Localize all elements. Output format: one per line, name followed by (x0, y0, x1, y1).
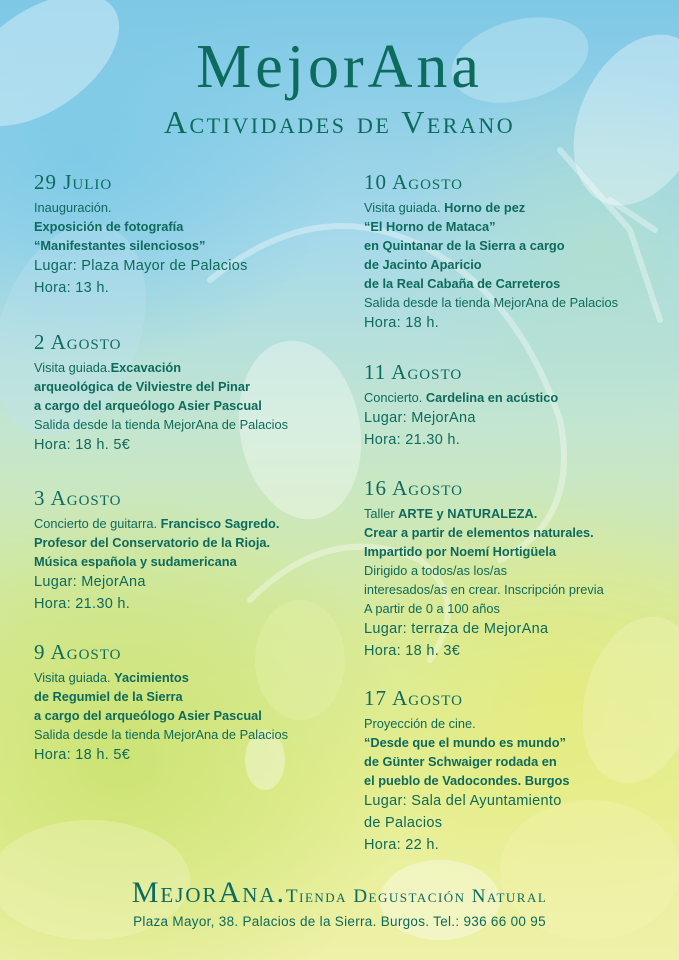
event-line-text: Impartido por Noemí Hortigüela (364, 544, 556, 559)
event-line-text: Música española y sudamericana (34, 554, 237, 569)
event-line (364, 752, 664, 771)
event-date: 2 Agosto (34, 330, 122, 354)
event-block (34, 168, 334, 299)
event-line-highlight: ARTE y NATURALEZA. (398, 506, 538, 521)
event-line (34, 668, 334, 687)
event-line (34, 255, 334, 277)
event-line (34, 377, 334, 396)
event-line (364, 561, 664, 580)
event-line-text: Hora: 21.30 h. (364, 432, 461, 448)
event-line-text: Visita guiada. (364, 200, 445, 215)
event-line (364, 834, 664, 856)
event-line (34, 415, 334, 434)
event-line (364, 523, 664, 542)
event-line (34, 706, 334, 725)
event-date: 9 Agosto (34, 640, 122, 664)
event-line (364, 580, 664, 599)
event-line (364, 790, 664, 812)
event-line (34, 725, 334, 744)
event-block (364, 684, 664, 856)
event-line (364, 236, 664, 255)
event-line-text: Lugar: terraza de MejorAna (364, 621, 549, 637)
footer-address: Plaza Mayor, 38. Palacios de la Sierra. Burgos. Tel.: 936 66 00 95 (133, 914, 546, 929)
event-line-text: A partir de 0 a 100 años (364, 601, 500, 616)
event-line-highlight: Excavación (110, 360, 182, 375)
event-line (364, 640, 664, 662)
event-line-text: Concierto. (364, 390, 426, 405)
event-line (34, 514, 334, 533)
event-line-text: Visita guiada. (34, 360, 111, 375)
event-line (364, 274, 664, 293)
event-line (364, 429, 664, 451)
event-line-text: de Regumiel de la Sierra (34, 689, 183, 704)
event-block (364, 474, 664, 662)
event-date: 11 Agosto (364, 360, 463, 384)
event-date: 10 Agosto (364, 170, 463, 194)
event-line-text: “El Horno de Mataca” (364, 219, 496, 234)
event-line-text: Lugar: Sala del Ayuntamiento (364, 793, 562, 809)
event-line-text: en Quintanar de la Sierra a cargo (364, 238, 565, 253)
event-line (34, 593, 334, 615)
event-line (364, 812, 664, 834)
event-line (364, 388, 664, 407)
event-line (364, 771, 664, 790)
event-line-text: Hora: 18 h. 5€ (34, 437, 131, 453)
event-line (364, 217, 664, 236)
event-line-text: Hora: 18 h. (364, 315, 440, 331)
event-line (364, 293, 664, 312)
event-line-text: a cargo del arqueólogo Asier Pascual (34, 708, 262, 723)
event-line-text: Hora: 18 h. 5€ (34, 747, 131, 763)
event-line (364, 714, 664, 733)
event-line-text: Concierto de guitarra. (34, 516, 161, 531)
event-line-text: Hora: 22 h. (364, 837, 440, 853)
event-line (34, 552, 334, 571)
event-line (364, 618, 664, 640)
event-line-text: “Desde que el mundo es mundo” (364, 735, 566, 750)
event-line-text: Inauguración. (34, 200, 112, 215)
event-line (364, 542, 664, 561)
page-title: MejorAna (196, 33, 483, 101)
event-line (364, 312, 664, 334)
event-line (34, 571, 334, 593)
event-line-text: arqueológica de Vilviestre del Pinar (34, 379, 250, 394)
event-line-highlight: Cardelina en acústico (425, 390, 559, 405)
event-line-text: Dirigido a todos/as los/as (364, 563, 507, 578)
event-line (364, 599, 664, 618)
event-date: 17 Agosto (364, 686, 463, 710)
event-block (364, 168, 664, 334)
event-line (34, 434, 334, 456)
event-date: 16 Agosto (364, 476, 463, 500)
event-line (34, 236, 334, 255)
event-line-text: de Jacinto Aparicio (364, 257, 482, 272)
event-line-highlight: Francisco Sagredo. (160, 516, 280, 531)
event-line-text: a cargo del arqueólogo Asier Pascual (34, 398, 262, 413)
event-line (34, 358, 334, 377)
event-line-text: de Günter Schwaiger rodada en (364, 754, 557, 769)
event-block (34, 638, 334, 766)
event-line (34, 396, 334, 415)
event-line-text: Salida desde la tienda MejorAna de Palacios (34, 727, 288, 742)
event-line-text: Salida desde la tienda MejorAna de Palacios (34, 417, 288, 432)
event-line-text: el pueblo de Vadocondes. Burgos (364, 773, 570, 788)
event-line-text: interesados/as en crear. Inscripción previa (364, 582, 604, 597)
event-line-text: Profesor del Conservatorio de la Rioja. (34, 535, 271, 550)
footer-brand-name: MejorAna. (131, 876, 287, 909)
event-line-text: de Palacios (364, 815, 443, 831)
event-line-text: Lugar: Plaza Mayor de Palacios (34, 258, 248, 274)
event-line (34, 533, 334, 552)
event-line-text: Lugar: MejorAna (34, 574, 146, 590)
event-line (364, 733, 664, 752)
event-line-text: de la Real Cabaña de Carreteros (364, 276, 561, 291)
event-line (34, 687, 334, 706)
event-line (34, 198, 334, 217)
event-line (364, 198, 664, 217)
event-block (34, 328, 334, 456)
event-line-text: Hora: 21.30 h. (34, 596, 131, 612)
event-line (364, 255, 664, 274)
footer-tagline: Tienda Degustación Natural (286, 886, 548, 907)
event-line-text: Proyección de cine. (364, 716, 476, 731)
event-line-highlight: Horno de pez (444, 200, 526, 215)
event-line (34, 277, 334, 299)
event-line-text: Salida desde la tienda MejorAna de Palacios (364, 295, 618, 310)
event-line-text: Exposición de fotografía (34, 219, 184, 234)
event-line-text: Taller (364, 506, 399, 521)
event-line-text: Visita guiada. (34, 670, 115, 685)
event-line-text: Lugar: MejorAna (364, 410, 476, 426)
event-line-text: “Manifestantes silenciosos” (34, 238, 206, 253)
event-line-highlight: Yacimientos (114, 670, 189, 685)
event-block (364, 358, 664, 451)
event-date: 3 Agosto (34, 486, 122, 510)
event-line-text: Crear a partir de elementos naturales. (364, 525, 594, 540)
event-date: 29 Julio (34, 170, 113, 194)
event-line (364, 407, 664, 429)
page-subtitle: Actividades de Verano (163, 104, 516, 140)
event-line (34, 744, 334, 766)
event-line (364, 504, 664, 523)
footer-brand (0, 876, 679, 910)
event-line-text: Hora: 13 h. (34, 280, 110, 296)
event-line-text: Hora: 18 h. 3€ (364, 643, 461, 659)
event-block (34, 484, 334, 615)
event-line (34, 217, 334, 236)
